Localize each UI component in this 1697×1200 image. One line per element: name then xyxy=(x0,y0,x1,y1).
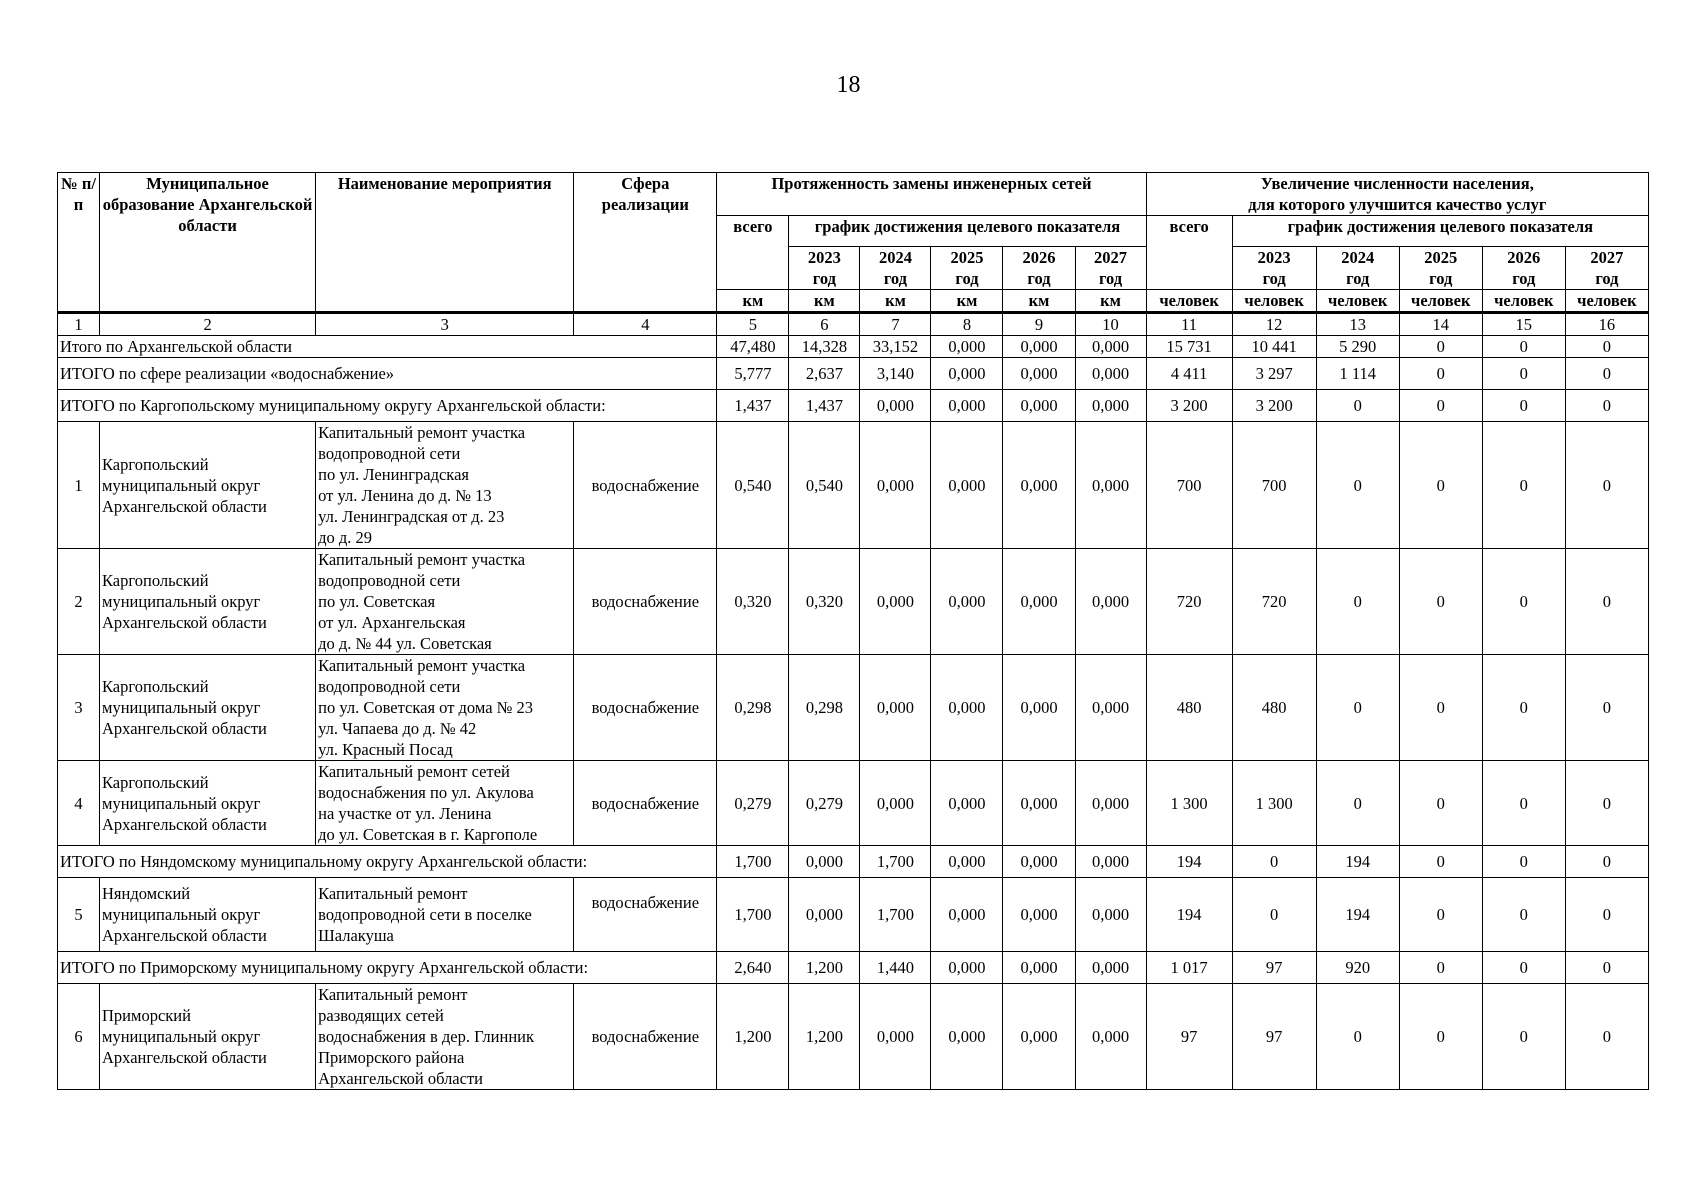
event-line: до д. № 44 ул. Советская xyxy=(318,634,492,653)
event-cell xyxy=(316,984,574,1090)
length-value: 0,540 xyxy=(717,422,789,549)
length-value: 0,000 xyxy=(860,761,931,846)
population-value: 3 297 xyxy=(1232,358,1316,390)
length-value: 0,000 xyxy=(931,984,1003,1090)
length-value: 0,298 xyxy=(717,655,789,761)
event-line: водоснабжения по ул. Акулова xyxy=(318,783,534,802)
unit-km: км xyxy=(860,290,931,313)
population-value: 0 xyxy=(1316,549,1399,655)
event-cell xyxy=(316,549,574,655)
column-number: 4 xyxy=(574,313,717,336)
length-value: 0,000 xyxy=(1003,846,1075,878)
municipality-line: муниципальный округ xyxy=(102,592,261,611)
length-value: 0,000 xyxy=(1003,878,1075,952)
total-label: ИТОГО по Приморскому муниципальному округу Архангельской области: xyxy=(58,952,717,984)
length-value: 0,000 xyxy=(1003,390,1075,422)
population-value: 97 xyxy=(1232,952,1316,984)
municipality-line: Архангельской области xyxy=(102,496,267,516)
population-value: 0 xyxy=(1565,952,1648,984)
event-line: до ул. Советская в г. Каргополе xyxy=(318,825,538,844)
population-value: 0 xyxy=(1565,878,1648,952)
municipality-cell xyxy=(100,549,316,655)
total-label: Итого по Архангельской области xyxy=(58,336,717,358)
event-line: водопроводной сети xyxy=(318,571,461,590)
column-number: 5 xyxy=(717,313,789,336)
population-value: 720 xyxy=(1146,549,1232,655)
population-value: 0 xyxy=(1482,336,1565,358)
header-length-total: всего xyxy=(717,216,789,290)
year-header xyxy=(789,247,860,290)
total-label: ИТОГО по Няндомскому муниципальному округу Архангельской области: xyxy=(58,846,717,878)
sphere-cell: водоснабжение xyxy=(574,422,717,549)
population-value: 0 xyxy=(1482,846,1565,878)
population-value: 700 xyxy=(1232,422,1316,549)
column-number: 7 xyxy=(860,313,931,336)
year-suffix: год xyxy=(1027,269,1051,288)
header-event: Наименование мероприятия xyxy=(316,173,574,313)
column-number-row xyxy=(58,313,1649,336)
population-value: 0 xyxy=(1482,952,1565,984)
population-value: 0 xyxy=(1316,761,1399,846)
municipality-line: муниципальный округ xyxy=(102,1027,261,1046)
length-value: 0,540 xyxy=(789,422,860,549)
unit-people: человек xyxy=(1399,290,1482,313)
length-value: 1,200 xyxy=(717,984,789,1090)
unit-km: км xyxy=(789,290,860,313)
unit-km: км xyxy=(717,290,789,313)
length-value: 0,000 xyxy=(789,846,860,878)
length-value: 0,000 xyxy=(1075,336,1146,358)
population-value: 0 xyxy=(1482,655,1565,761)
year-suffix: год xyxy=(955,269,979,288)
length-value: 1,700 xyxy=(717,878,789,952)
municipality-line: Архангельской области xyxy=(102,814,267,834)
total-row xyxy=(58,390,1649,422)
length-value: 1,700 xyxy=(860,846,931,878)
year-value: 2027 xyxy=(1590,248,1624,267)
length-value: 0,000 xyxy=(1003,655,1075,761)
table-row xyxy=(58,549,1649,655)
population-value: 480 xyxy=(1146,655,1232,761)
length-value: 0,320 xyxy=(717,549,789,655)
population-value: 0 xyxy=(1399,422,1482,549)
length-value: 1,437 xyxy=(717,390,789,422)
unit-km: км xyxy=(1075,290,1146,313)
year-suffix: год xyxy=(1262,269,1286,288)
table-row xyxy=(58,422,1649,549)
header-population-line1: Увеличение численности населения, xyxy=(1260,174,1534,193)
population-value: 0 xyxy=(1565,655,1648,761)
municipality-line: Каргопольский xyxy=(102,677,209,696)
total-row xyxy=(58,952,1649,984)
unit-people: человек xyxy=(1482,290,1565,313)
total-row xyxy=(58,846,1649,878)
header-population-group xyxy=(1146,173,1648,216)
event-line: водоснабжения в дер. Глинник xyxy=(318,1027,534,1046)
population-value: 194 xyxy=(1316,878,1399,952)
municipality-line: Архангельской области xyxy=(102,719,267,738)
table-row xyxy=(58,761,1649,846)
event-line: на участке от ул. Ленина xyxy=(318,804,492,823)
year-header xyxy=(1075,247,1146,290)
municipality-line: муниципальный округ xyxy=(102,698,261,717)
length-value: 1,700 xyxy=(717,846,789,878)
column-number: 16 xyxy=(1565,313,1648,336)
row-number: 5 xyxy=(58,878,100,952)
population-value: 0 xyxy=(1399,390,1482,422)
event-line: водопроводной сети xyxy=(318,677,461,696)
population-value: 0 xyxy=(1565,336,1648,358)
column-number: 3 xyxy=(316,313,574,336)
sphere-cell: водоснабжение xyxy=(574,549,717,655)
column-number: 14 xyxy=(1399,313,1482,336)
municipality-line: муниципальный округ xyxy=(102,905,261,924)
length-value: 1,200 xyxy=(789,952,860,984)
population-value: 720 xyxy=(1232,549,1316,655)
year-suffix: год xyxy=(1346,269,1370,288)
event-cell xyxy=(316,878,574,952)
column-number: 6 xyxy=(789,313,860,336)
event-line: Капитальный ремонт участка xyxy=(318,423,526,442)
population-value: 10 441 xyxy=(1232,336,1316,358)
total-label: ИТОГО по Каргопольскому муниципальному округу Архангельской области: xyxy=(58,390,717,422)
unit-km: км xyxy=(931,290,1003,313)
municipality-line: Няндомский xyxy=(102,884,191,903)
municipality-cell xyxy=(100,655,316,761)
population-value: 920 xyxy=(1316,952,1399,984)
length-value: 0,000 xyxy=(860,422,931,549)
population-value: 0 xyxy=(1399,952,1482,984)
year-header xyxy=(1316,247,1399,290)
municipality-line: муниципальный округ xyxy=(102,475,261,495)
total-row xyxy=(58,336,1649,358)
length-value: 0,000 xyxy=(931,549,1003,655)
municipality-line: Архангельской области xyxy=(102,1048,267,1067)
length-value: 0,000 xyxy=(860,984,931,1090)
year-header xyxy=(1232,247,1316,290)
sphere-cell: водоснабжение xyxy=(574,655,717,761)
population-value: 0 xyxy=(1482,390,1565,422)
population-value: 0 xyxy=(1232,878,1316,952)
sphere-cell: водоснабжение xyxy=(574,984,717,1090)
unit-people: человек xyxy=(1146,290,1232,313)
municipality-cell xyxy=(100,878,316,952)
population-value: 0 xyxy=(1399,336,1482,358)
length-value: 0,000 xyxy=(1075,878,1146,952)
event-line: Капитальный ремонт участка xyxy=(318,550,526,569)
population-value: 0 xyxy=(1232,846,1316,878)
event-line: Архангельской области xyxy=(318,1069,483,1088)
length-value: 5,777 xyxy=(717,358,789,390)
length-value: 0,000 xyxy=(931,761,1003,846)
event-line: водопроводной сети в поселке xyxy=(318,905,532,924)
population-value: 1 300 xyxy=(1232,761,1316,846)
table-row xyxy=(58,984,1649,1090)
length-value: 1,700 xyxy=(860,878,931,952)
row-number: 1 xyxy=(58,422,100,549)
population-value: 0 xyxy=(1482,984,1565,1090)
population-value: 0 xyxy=(1482,422,1565,549)
length-value: 0,000 xyxy=(931,952,1003,984)
length-value: 0,000 xyxy=(1075,549,1146,655)
population-value: 97 xyxy=(1146,984,1232,1090)
column-number: 12 xyxy=(1232,313,1316,336)
column-number: 1 xyxy=(58,313,100,336)
population-value: 0 xyxy=(1482,549,1565,655)
length-value: 0,000 xyxy=(789,878,860,952)
header-length-group: Протяженность замены инженерных сетей xyxy=(717,173,1146,216)
population-value: 0 xyxy=(1565,422,1648,549)
year-header xyxy=(860,247,931,290)
row-number: 6 xyxy=(58,984,100,1090)
population-value: 700 xyxy=(1146,422,1232,549)
year-suffix: год xyxy=(1098,269,1123,288)
year-suffix: год xyxy=(883,269,908,288)
sphere-cell: водоснабжение xyxy=(574,761,717,846)
length-value: 0,000 xyxy=(1075,846,1146,878)
population-value: 0 xyxy=(1399,761,1482,846)
data-table xyxy=(57,172,1649,1090)
population-value: 0 xyxy=(1399,846,1482,878)
length-value: 0,000 xyxy=(1075,422,1146,549)
length-value: 0,000 xyxy=(1075,761,1146,846)
table-row xyxy=(58,878,1649,952)
year-value: 2025 xyxy=(1424,248,1458,267)
row-number: 4 xyxy=(58,761,100,846)
population-value: 0 xyxy=(1565,358,1648,390)
length-value: 0,000 xyxy=(931,358,1003,390)
unit-people: человек xyxy=(1565,290,1648,313)
unit-people: человек xyxy=(1316,290,1399,313)
year-value: 2026 xyxy=(1022,248,1056,267)
length-value: 14,328 xyxy=(789,336,860,358)
population-value: 0 xyxy=(1399,984,1482,1090)
event-line: по ул. Советская xyxy=(318,592,436,611)
population-value: 4 411 xyxy=(1146,358,1232,390)
year-value: 2026 xyxy=(1507,248,1541,267)
length-value: 1,437 xyxy=(789,390,860,422)
table-body xyxy=(58,313,1649,1090)
population-value: 0 xyxy=(1316,984,1399,1090)
length-value: 2,640 xyxy=(717,952,789,984)
population-value: 194 xyxy=(1146,846,1232,878)
municipality-line: Архангельской области xyxy=(102,613,267,632)
length-value: 0,000 xyxy=(1003,549,1075,655)
length-value: 2,637 xyxy=(789,358,860,390)
length-value: 0,000 xyxy=(1003,358,1075,390)
length-value: 47,480 xyxy=(717,336,789,358)
year-header xyxy=(1003,247,1075,290)
page-number: 18 xyxy=(836,72,861,98)
population-value: 0 xyxy=(1316,655,1399,761)
event-line: от ул. Ленина до д. № 13 xyxy=(318,486,492,505)
column-number: 13 xyxy=(1316,313,1399,336)
event-line: по ул. Советская от дома № 23 xyxy=(318,698,534,717)
year-suffix: год xyxy=(1512,269,1536,288)
column-number: 2 xyxy=(100,313,316,336)
length-value: 0,000 xyxy=(931,655,1003,761)
header-population-total: всего xyxy=(1146,216,1232,290)
event-line: до д. 29 xyxy=(318,528,373,547)
population-value: 0 xyxy=(1565,761,1648,846)
header-sphere: Сфера реализации xyxy=(574,173,717,313)
event-line: Капитальный ремонт сетей xyxy=(318,762,510,781)
municipality-cell xyxy=(100,761,316,846)
population-value: 3 200 xyxy=(1232,390,1316,422)
length-value: 0,298 xyxy=(789,655,860,761)
event-line: ул. Красный Посад xyxy=(318,740,453,759)
population-value: 0 xyxy=(1482,761,1565,846)
year-header xyxy=(1565,247,1648,290)
table-row xyxy=(58,655,1649,761)
length-value: 0,000 xyxy=(1075,655,1146,761)
population-value: 0 xyxy=(1399,878,1482,952)
length-value: 0,000 xyxy=(1075,358,1146,390)
population-value: 0 xyxy=(1565,846,1648,878)
event-line: разводящих сетей xyxy=(318,1006,444,1025)
unit-people: человек xyxy=(1232,290,1316,313)
length-value: 0,000 xyxy=(1003,952,1075,984)
population-value: 15 731 xyxy=(1146,336,1232,358)
header-num: № п/п xyxy=(58,173,100,313)
length-value: 0,000 xyxy=(931,422,1003,549)
population-value: 0 xyxy=(1482,358,1565,390)
event-cell xyxy=(316,655,574,761)
population-value: 194 xyxy=(1146,878,1232,952)
population-value: 480 xyxy=(1232,655,1316,761)
population-value: 194 xyxy=(1316,846,1399,878)
municipality-cell xyxy=(100,422,316,549)
event-line: Капитальный ремонт участка xyxy=(318,656,526,675)
length-value: 0,000 xyxy=(860,549,931,655)
population-value: 1 114 xyxy=(1316,358,1399,390)
year-value: 2023 xyxy=(807,248,841,267)
total-label: ИТОГО по сфере реализации «водоснабжение» xyxy=(58,358,717,390)
header-population-schedule: график достижения целевого показателя xyxy=(1232,216,1648,247)
event-line: Капитальный ремонт xyxy=(318,985,468,1004)
length-value: 0,000 xyxy=(1075,390,1146,422)
length-value: 0,000 xyxy=(931,878,1003,952)
length-value: 1,440 xyxy=(860,952,931,984)
event-line: по ул. Ленинградская xyxy=(318,465,469,484)
header-municipality: Муниципальное образование Архангельской области xyxy=(100,173,316,313)
year-header xyxy=(1399,247,1482,290)
population-value: 0 xyxy=(1482,878,1565,952)
column-number: 15 xyxy=(1482,313,1565,336)
length-value: 0,000 xyxy=(860,655,931,761)
year-suffix: год xyxy=(1429,269,1453,288)
year-value: 2024 xyxy=(878,248,912,267)
population-value: 0 xyxy=(1399,358,1482,390)
population-value: 3 200 xyxy=(1146,390,1232,422)
event-cell xyxy=(316,422,574,549)
length-value: 0,000 xyxy=(1003,761,1075,846)
population-value: 0 xyxy=(1316,390,1399,422)
header-length-schedule: график достижения целевого показателя xyxy=(789,216,1146,247)
event-line: Капитальный ремонт xyxy=(318,884,468,903)
unit-km: км xyxy=(1003,290,1075,313)
municipality-line: Архангельской области xyxy=(102,926,267,945)
event-line: ул. Чапаева до д. № 42 xyxy=(318,719,477,738)
length-value: 3,140 xyxy=(860,358,931,390)
municipality-cell xyxy=(100,984,316,1090)
population-value: 0 xyxy=(1565,549,1648,655)
population-value: 1 017 xyxy=(1146,952,1232,984)
year-value: 2025 xyxy=(950,248,984,267)
event-line: водопроводной сети xyxy=(318,444,461,463)
population-value: 0 xyxy=(1316,422,1399,549)
year-header xyxy=(931,247,1003,290)
length-value: 0,000 xyxy=(1003,984,1075,1090)
municipality-line: Приморский xyxy=(102,1006,191,1025)
population-value: 5 290 xyxy=(1316,336,1399,358)
population-value: 0 xyxy=(1399,655,1482,761)
length-value: 0,000 xyxy=(1003,336,1075,358)
length-value: 33,152 xyxy=(860,336,931,358)
column-number: 11 xyxy=(1146,313,1232,336)
year-header xyxy=(1482,247,1565,290)
population-value: 97 xyxy=(1232,984,1316,1090)
length-value: 0,000 xyxy=(1003,422,1075,549)
length-value: 0,279 xyxy=(789,761,860,846)
column-number: 8 xyxy=(931,313,1003,336)
year-suffix: год xyxy=(812,269,836,288)
length-value: 0,000 xyxy=(1075,952,1146,984)
header-population-line2: для которого улучшится качество услуг xyxy=(1248,195,1547,214)
population-value: 0 xyxy=(1399,549,1482,655)
length-value: 1,200 xyxy=(789,984,860,1090)
event-cell xyxy=(316,761,574,846)
municipality-line: муниципальный округ xyxy=(102,793,261,813)
event-line: от ул. Архангельская xyxy=(318,613,466,632)
column-number: 9 xyxy=(1003,313,1075,336)
population-value: 0 xyxy=(1565,390,1648,422)
length-value: 0,000 xyxy=(931,336,1003,358)
year-suffix: год xyxy=(1595,269,1619,288)
event-line: Приморского района xyxy=(318,1048,465,1067)
length-value: 0,000 xyxy=(860,390,931,422)
year-value: 2024 xyxy=(1341,248,1375,267)
event-line: ул. Ленинградская от д. 23 xyxy=(318,507,505,526)
total-row xyxy=(58,358,1649,390)
length-value: 0,320 xyxy=(789,549,860,655)
sphere-cell: водоснабжение xyxy=(574,878,717,952)
event-line: Шалакуша xyxy=(318,926,394,945)
municipality-line: Каргопольский xyxy=(102,454,209,474)
length-value: 0,279 xyxy=(717,761,789,846)
column-number: 10 xyxy=(1075,313,1146,336)
municipality-line: Каргопольский xyxy=(102,772,209,792)
row-number: 2 xyxy=(58,549,100,655)
municipality-line: Каргопольский xyxy=(102,571,209,590)
year-value: 2027 xyxy=(1094,248,1128,267)
length-value: 0,000 xyxy=(931,846,1003,878)
row-number: 3 xyxy=(58,655,100,761)
length-value: 0,000 xyxy=(931,390,1003,422)
length-value: 0,000 xyxy=(1075,984,1146,1090)
population-value: 0 xyxy=(1565,984,1648,1090)
year-value: 2023 xyxy=(1257,248,1291,267)
population-value: 1 300 xyxy=(1146,761,1232,846)
